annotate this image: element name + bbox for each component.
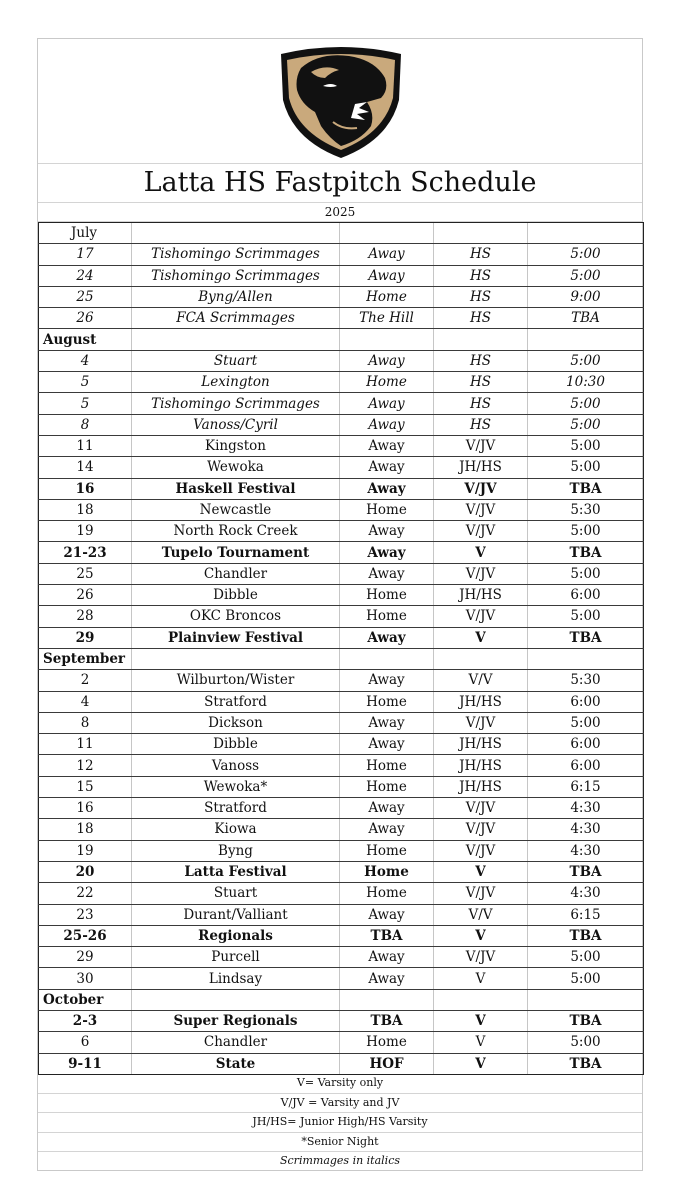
game-date: 25 bbox=[39, 286, 132, 307]
game-row bbox=[39, 712, 644, 733]
game-date: 29 bbox=[39, 627, 132, 648]
game-date: 24 bbox=[39, 265, 132, 286]
game-opponent: Plainview Festival bbox=[132, 627, 340, 648]
game-opponent: Kiowa bbox=[132, 819, 340, 840]
game-opponent: Kingston bbox=[132, 435, 340, 456]
game-time: TBA bbox=[528, 627, 644, 648]
legend-senior-night: *Senior Night bbox=[38, 1132, 642, 1153]
game-location: Home bbox=[340, 585, 434, 606]
game-level: HS bbox=[434, 286, 528, 307]
month-label: September bbox=[39, 648, 132, 669]
legend-scrimmages: Scrimmages in italics bbox=[279, 1154, 401, 1167]
game-opponent: OKC Broncos bbox=[132, 606, 340, 627]
game-row bbox=[39, 478, 644, 499]
game-location: TBA bbox=[340, 1010, 434, 1031]
game-location: Away bbox=[340, 670, 434, 691]
game-level: HS bbox=[434, 265, 528, 286]
game-date: 12 bbox=[39, 755, 132, 776]
game-level: V bbox=[434, 542, 528, 563]
game-date: 19 bbox=[39, 521, 132, 542]
game-level: JH/HS bbox=[434, 734, 528, 755]
game-level: JH/HS bbox=[434, 691, 528, 712]
game-date: 30 bbox=[39, 968, 132, 989]
game-opponent: Wewoka* bbox=[132, 776, 340, 797]
game-location: Away bbox=[340, 478, 434, 499]
game-opponent: Latta Festival bbox=[132, 861, 340, 882]
game-date: 21-23 bbox=[39, 542, 132, 563]
page-title: Latta HS Fastpitch Schedule bbox=[38, 164, 642, 203]
month-row-october bbox=[39, 989, 644, 1010]
game-location: Home bbox=[340, 372, 434, 393]
game-date: 16 bbox=[39, 798, 132, 819]
game-row bbox=[39, 755, 644, 776]
game-location: Home bbox=[340, 755, 434, 776]
game-level: HS bbox=[434, 244, 528, 265]
game-location: Away bbox=[340, 393, 434, 414]
game-date: 18 bbox=[39, 819, 132, 840]
game-time: 5:00 bbox=[528, 457, 644, 478]
legend-varsity: V= Varsity only bbox=[38, 1073, 642, 1094]
game-opponent: Tupelo Tournament bbox=[132, 542, 340, 563]
game-date: 20 bbox=[39, 861, 132, 882]
game-row bbox=[39, 606, 644, 627]
game-location: Away bbox=[340, 947, 434, 968]
game-row bbox=[39, 585, 644, 606]
game-level: V/JV bbox=[434, 435, 528, 456]
game-row bbox=[39, 499, 644, 520]
game-date: 28 bbox=[39, 606, 132, 627]
game-level: JH/HS bbox=[434, 776, 528, 797]
game-opponent: Lexington bbox=[132, 372, 340, 393]
game-opponent: Lindsay bbox=[132, 968, 340, 989]
game-level: JH/HS bbox=[434, 585, 528, 606]
game-date: 6 bbox=[39, 1032, 132, 1053]
game-opponent: Byng/Allen bbox=[132, 286, 340, 307]
game-location: Home bbox=[340, 883, 434, 904]
game-time: 6:00 bbox=[528, 755, 644, 776]
game-time: 5:00 bbox=[528, 435, 644, 456]
game-time: TBA bbox=[528, 1010, 644, 1031]
game-level: V/JV bbox=[434, 819, 528, 840]
game-opponent: Wilburton/Wister bbox=[132, 670, 340, 691]
game-opponent: Regionals bbox=[132, 925, 340, 946]
game-row bbox=[39, 925, 644, 946]
game-date: 2 bbox=[39, 670, 132, 691]
game-location: Home bbox=[340, 776, 434, 797]
game-date: 18 bbox=[39, 499, 132, 520]
game-level: JH/HS bbox=[434, 755, 528, 776]
game-time: 5:00 bbox=[528, 563, 644, 584]
game-level: V/JV bbox=[434, 840, 528, 861]
game-row bbox=[39, 904, 644, 925]
game-location: Away bbox=[340, 563, 434, 584]
game-date: 22 bbox=[39, 883, 132, 904]
game-opponent: Stuart bbox=[132, 883, 340, 904]
game-row bbox=[39, 627, 644, 648]
game-level: V/JV bbox=[434, 798, 528, 819]
game-row bbox=[39, 244, 644, 265]
game-time: 6:00 bbox=[528, 691, 644, 712]
game-opponent: Tishomingo Scrimmages bbox=[132, 265, 340, 286]
month-label: August bbox=[39, 329, 132, 350]
game-level: V/JV bbox=[434, 883, 528, 904]
game-row bbox=[39, 265, 644, 286]
game-time: 6:00 bbox=[528, 734, 644, 755]
game-level: V bbox=[434, 925, 528, 946]
month-label: October bbox=[39, 989, 132, 1010]
game-date: 11 bbox=[39, 435, 132, 456]
game-row bbox=[39, 542, 644, 563]
game-row bbox=[39, 861, 644, 882]
game-location: Away bbox=[340, 350, 434, 371]
game-date: 8 bbox=[39, 712, 132, 733]
game-time: 5:00 bbox=[528, 414, 644, 435]
game-time: 5:30 bbox=[528, 670, 644, 691]
game-level: HS bbox=[434, 350, 528, 371]
game-time: TBA bbox=[528, 861, 644, 882]
game-level: HS bbox=[434, 308, 528, 329]
month-row-july bbox=[39, 223, 644, 244]
game-opponent: Wewoka bbox=[132, 457, 340, 478]
schedule-table bbox=[38, 222, 644, 1075]
game-time: 4:30 bbox=[528, 819, 644, 840]
game-level: HS bbox=[434, 372, 528, 393]
game-opponent: Haskell Festival bbox=[132, 478, 340, 499]
game-level: V bbox=[434, 1053, 528, 1074]
game-level: HS bbox=[434, 393, 528, 414]
game-location: Away bbox=[340, 265, 434, 286]
game-level: V/JV bbox=[434, 606, 528, 627]
game-time: 9:00 bbox=[528, 286, 644, 307]
game-date: 4 bbox=[39, 350, 132, 371]
game-row bbox=[39, 414, 644, 435]
game-level: V bbox=[434, 627, 528, 648]
game-row bbox=[39, 521, 644, 542]
game-date: 25 bbox=[39, 563, 132, 584]
game-level: V bbox=[434, 968, 528, 989]
game-row bbox=[39, 1053, 644, 1074]
game-time: 4:30 bbox=[528, 883, 644, 904]
game-location: Home bbox=[340, 1032, 434, 1053]
game-date: 2-3 bbox=[39, 1010, 132, 1031]
game-row bbox=[39, 457, 644, 478]
game-location: Away bbox=[340, 457, 434, 478]
game-time: 5:00 bbox=[528, 350, 644, 371]
game-row bbox=[39, 840, 644, 861]
month-label: July bbox=[39, 223, 132, 244]
game-date: 8 bbox=[39, 414, 132, 435]
game-time: 4:30 bbox=[528, 840, 644, 861]
logo-area bbox=[38, 39, 642, 164]
game-time: TBA bbox=[528, 478, 644, 499]
season-year: 2025 bbox=[38, 203, 642, 222]
game-level: V/V bbox=[434, 670, 528, 691]
game-date: 4 bbox=[39, 691, 132, 712]
game-row bbox=[39, 308, 644, 329]
game-row bbox=[39, 968, 644, 989]
game-location: Away bbox=[340, 521, 434, 542]
game-time: TBA bbox=[528, 1053, 644, 1074]
game-date: 25-26 bbox=[39, 925, 132, 946]
game-time: TBA bbox=[528, 308, 644, 329]
game-opponent: Super Regionals bbox=[132, 1010, 340, 1031]
game-date: 9-11 bbox=[39, 1053, 132, 1074]
game-date: 26 bbox=[39, 585, 132, 606]
game-row bbox=[39, 435, 644, 456]
month-row-august bbox=[39, 329, 644, 350]
schedule-sheet bbox=[37, 38, 643, 1171]
game-date: 11 bbox=[39, 734, 132, 755]
game-row bbox=[39, 350, 644, 371]
game-row bbox=[39, 776, 644, 797]
game-row bbox=[39, 798, 644, 819]
game-row bbox=[39, 883, 644, 904]
game-time: 5:00 bbox=[528, 1032, 644, 1053]
game-opponent: Vanoss/Cyril bbox=[132, 414, 340, 435]
game-location: Away bbox=[340, 968, 434, 989]
game-date: 29 bbox=[39, 947, 132, 968]
game-time: 5:30 bbox=[528, 499, 644, 520]
game-location: Home bbox=[340, 286, 434, 307]
game-opponent: Dibble bbox=[132, 734, 340, 755]
game-row bbox=[39, 1032, 644, 1053]
game-date: 15 bbox=[39, 776, 132, 797]
game-date: 5 bbox=[39, 372, 132, 393]
game-location: Away bbox=[340, 904, 434, 925]
game-time: 5:00 bbox=[528, 244, 644, 265]
game-level: V bbox=[434, 861, 528, 882]
game-location: HOF bbox=[340, 1053, 434, 1074]
game-time: 5:00 bbox=[528, 947, 644, 968]
game-opponent: Vanoss bbox=[132, 755, 340, 776]
game-row bbox=[39, 563, 644, 584]
game-location: Away bbox=[340, 627, 434, 648]
game-level: JH/HS bbox=[434, 457, 528, 478]
game-level: V/JV bbox=[434, 563, 528, 584]
game-date: 14 bbox=[39, 457, 132, 478]
month-row-september bbox=[39, 648, 644, 669]
game-location: Away bbox=[340, 734, 434, 755]
game-opponent: Durant/Valliant bbox=[132, 904, 340, 925]
game-date: 26 bbox=[39, 308, 132, 329]
game-date: 17 bbox=[39, 244, 132, 265]
game-opponent: Purcell bbox=[132, 947, 340, 968]
game-time: 10:30 bbox=[528, 372, 644, 393]
game-date: 5 bbox=[39, 393, 132, 414]
game-location: Away bbox=[340, 244, 434, 265]
legend-varsity-jv: V/JV = Varsity and JV bbox=[38, 1093, 642, 1114]
legend-jh-hs: JH/HS= Junior High/HS Varsity bbox=[38, 1112, 642, 1133]
game-opponent: Newcastle bbox=[132, 499, 340, 520]
game-location: Away bbox=[340, 414, 434, 435]
game-time: 5:00 bbox=[528, 606, 644, 627]
game-location: Away bbox=[340, 435, 434, 456]
game-opponent: North Rock Creek bbox=[132, 521, 340, 542]
game-row bbox=[39, 819, 644, 840]
game-opponent: State bbox=[132, 1053, 340, 1074]
game-location: Home bbox=[340, 861, 434, 882]
game-level: V/JV bbox=[434, 947, 528, 968]
game-location: Away bbox=[340, 798, 434, 819]
game-opponent: Tishomingo Scrimmages bbox=[132, 393, 340, 414]
game-location: Away bbox=[340, 712, 434, 733]
game-time: 5:00 bbox=[528, 712, 644, 733]
game-time: 6:15 bbox=[528, 776, 644, 797]
game-row bbox=[39, 734, 644, 755]
game-opponent: FCA Scrimmages bbox=[132, 308, 340, 329]
game-time: 6:15 bbox=[528, 904, 644, 925]
game-date: 19 bbox=[39, 840, 132, 861]
game-time: 5:00 bbox=[528, 521, 644, 542]
game-location: Home bbox=[340, 606, 434, 627]
game-location: Home bbox=[340, 691, 434, 712]
game-location: Home bbox=[340, 840, 434, 861]
game-level: V bbox=[434, 1010, 528, 1031]
game-location: Away bbox=[340, 819, 434, 840]
game-row bbox=[39, 1010, 644, 1031]
game-location: Away bbox=[340, 542, 434, 563]
game-row bbox=[39, 947, 644, 968]
game-time: TBA bbox=[528, 542, 644, 563]
game-time: TBA bbox=[528, 925, 644, 946]
game-opponent: Dibble bbox=[132, 585, 340, 606]
game-opponent: Byng bbox=[132, 840, 340, 861]
game-time: 5:00 bbox=[528, 968, 644, 989]
game-time: 6:00 bbox=[528, 585, 644, 606]
game-row bbox=[39, 393, 644, 414]
game-time: 5:00 bbox=[528, 265, 644, 286]
game-opponent: Chandler bbox=[132, 1032, 340, 1053]
game-level: V/JV bbox=[434, 478, 528, 499]
game-opponent: Stratford bbox=[132, 691, 340, 712]
game-level: V/V bbox=[434, 904, 528, 925]
game-opponent: Stuart bbox=[132, 350, 340, 371]
game-row bbox=[39, 372, 644, 393]
game-opponent: Tishomingo Scrimmages bbox=[132, 244, 340, 265]
game-row bbox=[39, 286, 644, 307]
game-location: TBA bbox=[340, 925, 434, 946]
game-location: The Hill bbox=[340, 308, 434, 329]
game-row bbox=[39, 670, 644, 691]
game-location: Home bbox=[340, 499, 434, 520]
game-date: 16 bbox=[39, 478, 132, 499]
game-level: V/JV bbox=[434, 499, 528, 520]
game-opponent: Chandler bbox=[132, 563, 340, 584]
game-opponent: Stratford bbox=[132, 798, 340, 819]
game-time: 5:00 bbox=[528, 393, 644, 414]
game-row bbox=[39, 691, 644, 712]
game-level: V bbox=[434, 1032, 528, 1053]
game-level: V/JV bbox=[434, 712, 528, 733]
game-opponent: Dickson bbox=[132, 712, 340, 733]
game-level: HS bbox=[434, 414, 528, 435]
game-time: 4:30 bbox=[528, 798, 644, 819]
panther-logo-icon bbox=[271, 42, 411, 160]
game-date: 23 bbox=[39, 904, 132, 925]
game-level: V/JV bbox=[434, 521, 528, 542]
